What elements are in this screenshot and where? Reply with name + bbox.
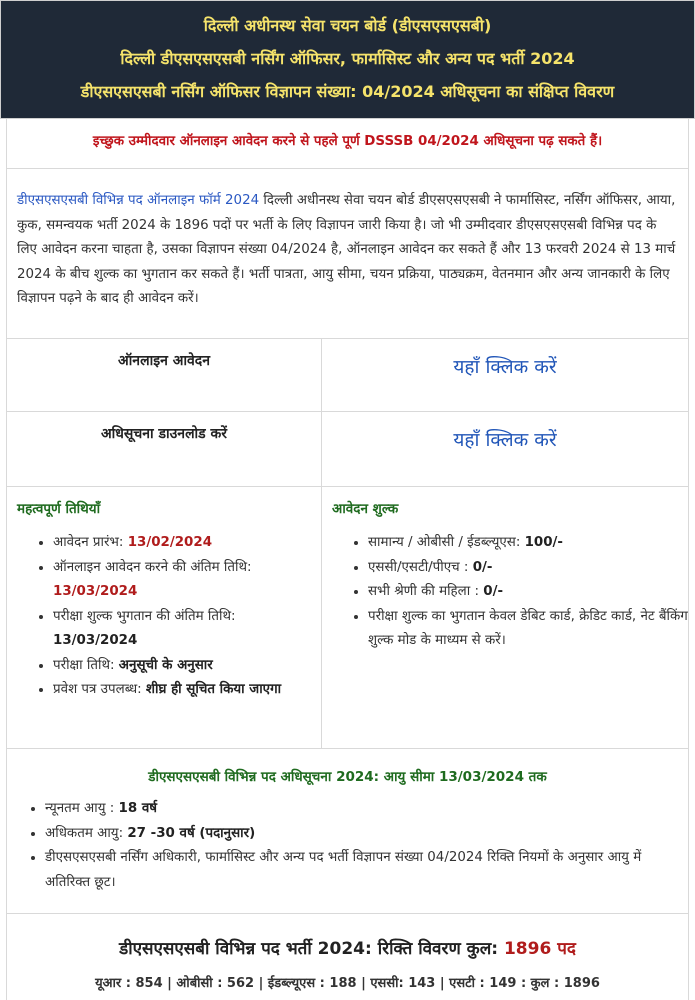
list-item bbox=[45, 797, 688, 822]
vacancy-heading-text: डीएसएसएसबी विभिन्न पद भर्ती 2024: रिक्ति विवरण कुल: bbox=[119, 939, 504, 959]
notice-text: इच्छुक उम्मीदवार ऑनलाइन आवेदन करने से पहले पूर्ण DSSSB 04/2024 अधिसूचना पढ़ सकते हैं। bbox=[92, 134, 603, 149]
list-item bbox=[45, 822, 688, 847]
date-label: ऑनलाइन आवेदन करने की अंतिम तिथि: bbox=[53, 559, 252, 575]
important-dates-section bbox=[6, 487, 322, 749]
fee-label: एससी/एसटी/पीएच : bbox=[368, 559, 473, 575]
vacancy-heading bbox=[7, 914, 688, 959]
date-value: अनुसूची के अनुसार bbox=[118, 657, 213, 673]
fee-value: 0/- bbox=[472, 559, 493, 575]
list-item bbox=[53, 678, 321, 703]
header-line-3: डीएसएसएसबी नर्सिंग ऑफिसर विज्ञापन संख्या: 04/2024 अधिसूचना का संक्षिप्त विवरण bbox=[80, 82, 615, 101]
list-item bbox=[45, 846, 688, 895]
date-value: 13/03/2024 bbox=[53, 633, 138, 648]
fee-label: सामान्य / ओबीसी / ईडब्ल्यूएस: bbox=[368, 535, 525, 550]
list-item bbox=[53, 605, 321, 654]
date-label: प्रवेश पत्र उपलब्ध: bbox=[53, 682, 146, 697]
notification-download-label: अधिसूचना डाउनलोड करें bbox=[100, 426, 228, 442]
age-value: 18 वर्ष bbox=[118, 801, 158, 816]
notification-download-label-cell bbox=[6, 412, 322, 487]
notice-box bbox=[6, 119, 689, 169]
vacancy-breakdown: यूआर : 854 | ओबीसी : 562 | ईडब्ल्यूएस : 188 | एससी: 143 | एसटी : 149 : कुल : 1896 bbox=[95, 976, 600, 991]
page-header bbox=[0, 0, 695, 119]
intro-link[interactable]: डीएसएसएसबी विभिन्न पद ऑनलाइन फॉर्म 2024 bbox=[17, 193, 260, 208]
date-label: आवेदन प्रारंभ: bbox=[53, 535, 128, 550]
online-apply-label-cell bbox=[6, 339, 322, 412]
list-item bbox=[368, 580, 688, 605]
age-limit-heading: डीएसएसएसबी विभिन्न पद अधिसूचना 2024: आयु सीमा 13/03/2024 तक bbox=[148, 769, 547, 785]
application-fee-heading: आवेदन शुल्क bbox=[332, 501, 399, 517]
header-line-1: दिल्ली अधीनस्थ सेवा चयन बोर्ड (डीएसएसएसबी) bbox=[203, 16, 492, 35]
age-value: 27 -30 वर्ष (पदानुसार) bbox=[127, 825, 256, 841]
important-dates-heading: महत्वपूर्ण तिथियाँ bbox=[17, 501, 101, 517]
important-dates-list bbox=[7, 531, 321, 703]
application-fee-section bbox=[322, 487, 689, 749]
intro-body: दिल्ली अधीनस्थ सेवा चयन बोर्ड डीएसएसएसबी ने फार्मासिस्ट, नर्सिंग ऑफिसर, आया, कुक, समन्वयक भर्ती 2024 के 1896 पदों पर भर्ती के लिए विज्ञापन जारी किया है। जो भी उम्मीदवार डीएसएसएसबी विभिन्न पद के लिए आवेदन करना चाहता है, उसका विज्ञापन संख्या 04/2024 है, ऑनलाइन आवेदन कर सकते हैं और 13 फरवरी 2024 से 13 मार्च 2024 के बीच शुल्क का भुगतान कर सकते हैं। भर्ती पात्रता, आयु सीमा, चयन प्रक्रिया, पाठ्यक्रम, वेतनमान और अन्य जानकारी के लिए विज्ञापन पढ़ने के बाद ही आवेदन करें। bbox=[17, 193, 676, 306]
date-label: परीक्षा शुल्क भुगतान की अंतिम तिथि: bbox=[53, 608, 236, 624]
date-label: परीक्षा तिथि: bbox=[53, 657, 119, 673]
notification-download-link[interactable]: यहाँ क्लिक करें bbox=[453, 429, 557, 451]
list-item bbox=[53, 556, 321, 605]
online-apply-link-cell[interactable] bbox=[322, 339, 689, 412]
fee-value: 100/- bbox=[524, 535, 563, 550]
age-relaxation-text: डीएसएसएसबी नर्सिंग अधिकारी, फार्मासिस्ट और अन्य पद भर्ती विज्ञापन संख्या 04/2024 रिक्ति नियमों के अनुसार आयु में अतिरिक्त छूट। bbox=[45, 850, 642, 890]
date-value: शीघ्र ही सूचित किया जाएगा bbox=[145, 682, 282, 697]
fee-label: परीक्षा शुल्क का भुगतान केवल डेबिट कार्ड, क्रेडिट कार्ड, नेट बैंकिंग शुल्क मोड के माध्यम से करें। bbox=[368, 608, 688, 648]
fee-label: सभी श्रेणी की महिला : bbox=[368, 584, 484, 599]
vacancy-section bbox=[6, 914, 689, 1000]
list-item bbox=[368, 531, 688, 556]
age-limit-list bbox=[7, 797, 688, 895]
age-label: अधिकतम आयु: bbox=[45, 825, 128, 841]
online-apply-link[interactable]: यहाँ क्लिक करें bbox=[453, 356, 557, 378]
online-apply-label: ऑनलाइन आवेदन bbox=[117, 353, 211, 369]
fee-value: 0/- bbox=[483, 584, 504, 599]
date-value: 13/03/2024 bbox=[53, 584, 138, 599]
notification-download-link-cell[interactable] bbox=[322, 412, 689, 487]
list-item bbox=[368, 605, 688, 654]
list-item bbox=[368, 556, 688, 581]
vacancy-total: 1896 पद bbox=[503, 939, 576, 959]
list-item bbox=[53, 654, 321, 679]
intro-paragraph bbox=[6, 169, 689, 339]
date-value: 13/02/2024 bbox=[127, 535, 213, 550]
age-label: न्यूनतम आयु : bbox=[45, 801, 119, 816]
age-limit-section bbox=[6, 749, 689, 914]
list-item bbox=[53, 531, 321, 556]
application-fee-list bbox=[322, 531, 688, 654]
header-line-2: दिल्ली डीएसएसएसबी नर्सिंग ऑफिसर, फार्मासिस्ट और अन्य पद भर्ती 2024 bbox=[120, 49, 575, 68]
